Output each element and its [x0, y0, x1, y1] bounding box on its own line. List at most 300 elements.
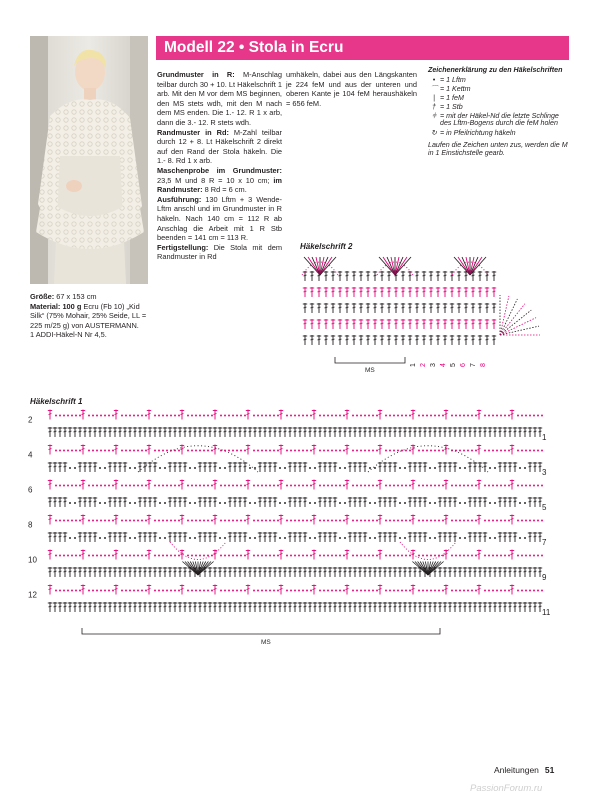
- stitch-lftm: [121, 415, 123, 417]
- stitch-lftm: [438, 450, 440, 452]
- stitch-lftm: [141, 485, 143, 487]
- stitch-stb: [213, 567, 217, 577]
- stitch-stb: [387, 335, 391, 345]
- stitch-lftm: [99, 537, 101, 539]
- stitch-stb: [83, 602, 87, 612]
- stitch-lftm: [121, 555, 123, 557]
- stitch-lftm: [455, 555, 457, 557]
- stitch-lftm: [178, 450, 180, 452]
- stitch-stb: [438, 462, 442, 472]
- row-number-left: 12: [28, 590, 37, 600]
- stitch-stb: [352, 271, 356, 281]
- stitch-lftm: [88, 450, 90, 452]
- stitch-lftm: [434, 590, 436, 592]
- stitch-lftm: [145, 520, 147, 522]
- stitch-lftm: [254, 502, 256, 504]
- stitch-lftm: [492, 450, 494, 452]
- stitch-lftm: [364, 555, 366, 557]
- stitch-lftm: [92, 520, 94, 522]
- stitch-lftm: [145, 450, 147, 452]
- stitch-lftm: [438, 415, 440, 417]
- stitch-stb: [358, 462, 362, 472]
- legend-symbol-icon: |: [433, 93, 435, 102]
- stitch-stb: [393, 567, 397, 577]
- stitch-lftm: [96, 450, 98, 452]
- stitch-lftm: [335, 485, 337, 487]
- stitch-stb: [81, 410, 85, 420]
- stitch-lftm: [327, 450, 329, 452]
- stitch-lftm: [67, 415, 69, 417]
- stitch-stb: [338, 271, 342, 281]
- stitch-stb: [303, 319, 307, 329]
- stitch-stb: [318, 602, 322, 612]
- stitch-stb: [198, 602, 202, 612]
- stitch-lftm: [286, 520, 288, 522]
- stitch-stb: [510, 480, 514, 490]
- row-number-right: 7: [542, 538, 547, 547]
- stitch-stb: [238, 462, 242, 472]
- stitch-stb: [401, 287, 405, 297]
- stitch-lftm: [310, 415, 312, 417]
- stitch-stb: [268, 602, 272, 612]
- stitch-stb: [453, 427, 457, 437]
- stitch-stb: [178, 462, 182, 472]
- stitch-lftm: [141, 415, 143, 417]
- stitch-lftm: [401, 415, 403, 417]
- ms-label: MS: [261, 639, 271, 646]
- stitch-lftm: [92, 450, 94, 452]
- stitch-lftm: [533, 520, 535, 522]
- stitch-stb: [53, 567, 57, 577]
- stitch-stb: [48, 427, 52, 437]
- stitch-stb: [423, 462, 427, 472]
- stitch-stb: [331, 271, 335, 281]
- stitch-lftm: [397, 520, 399, 522]
- stitch-lftm: [253, 520, 255, 522]
- stitch-stb: [323, 532, 327, 542]
- stitch-lftm: [525, 520, 527, 522]
- stitch-stb: [338, 319, 342, 329]
- stitch-stb: [233, 602, 237, 612]
- stitch-lftm: [399, 537, 401, 539]
- stitch-stb: [528, 427, 532, 437]
- stitch-stb: [348, 497, 352, 507]
- stitch-lftm: [269, 590, 271, 592]
- stitch-lftm: [290, 520, 292, 522]
- stitch-stb: [510, 550, 514, 560]
- stitch-lftm: [541, 590, 543, 592]
- stitch-lftm: [494, 537, 496, 539]
- stitch-lftm: [298, 415, 300, 417]
- stitch-lftm: [356, 450, 358, 452]
- stitch-lftm: [418, 450, 420, 452]
- stitch-lftm: [129, 467, 131, 469]
- stitch-stb: [158, 427, 162, 437]
- stitch-lftm: [63, 485, 65, 487]
- legend-symbol-icon: ↻: [431, 128, 437, 137]
- stitch-stb: [323, 567, 327, 577]
- page-title: Modell 22 • Stola in Ecru: [156, 36, 569, 60]
- stitch-lftm: [187, 520, 189, 522]
- stitch-lftm: [224, 502, 226, 504]
- stitch-lftm: [451, 555, 453, 557]
- stitch-stb: [81, 585, 85, 595]
- stitch-lftm: [463, 415, 465, 417]
- stitch-stb: [318, 462, 322, 472]
- stitch-lftm: [475, 590, 477, 592]
- stitch-stb: [373, 427, 377, 437]
- stitch-stb: [298, 497, 302, 507]
- stitch-stb: [450, 287, 454, 297]
- stitch-lftm: [492, 485, 494, 487]
- stitch-lftm: [261, 450, 263, 452]
- stitch-stb: [345, 445, 349, 455]
- stitch-lftm: [451, 415, 453, 417]
- stitch-stb: [83, 532, 87, 542]
- stitch-lftm: [129, 537, 131, 539]
- stitch-lftm: [364, 415, 366, 417]
- stitch-lftm: [484, 485, 486, 487]
- stitch-lftm: [240, 590, 242, 592]
- stitch-lftm: [59, 520, 61, 522]
- stitch-lftm: [434, 520, 436, 522]
- stitch-stb: [503, 567, 507, 577]
- stitch-stb: [93, 497, 97, 507]
- stitch-stb: [393, 532, 397, 542]
- stitch-stb: [345, 335, 349, 345]
- stitch-stb: [422, 303, 426, 313]
- stitch-lftm: [524, 537, 526, 539]
- stitch-lftm: [166, 415, 168, 417]
- stitch-stb: [513, 567, 517, 577]
- spec-value: Ecru (Fb 10) „Kid Silk“ (75% Mohair, 25% Seide, LL = 225 m/25 g) von AUSTERMANN.: [30, 301, 147, 330]
- stitch-lftm: [257, 485, 259, 487]
- stitch-lftm: [434, 555, 436, 557]
- stitch-lftm: [541, 450, 543, 452]
- stitch-lftm: [508, 555, 510, 557]
- stitch-stb: [108, 462, 112, 472]
- stitch-lftm: [55, 485, 57, 487]
- stitch-lftm: [112, 450, 114, 452]
- stitch-stb: [485, 271, 489, 281]
- stitch-lftm: [426, 485, 428, 487]
- stitch-stb: [464, 303, 468, 313]
- stitch-stb: [438, 497, 442, 507]
- stitch-stb: [463, 427, 467, 437]
- stitch-stb: [138, 532, 142, 542]
- model-photo: [30, 36, 148, 284]
- stitch-lftm: [385, 415, 387, 417]
- stitch-stb: [178, 602, 182, 612]
- stitch-stb: [303, 602, 307, 612]
- stitch-lftm: [159, 537, 161, 539]
- stitch-lftm: [508, 520, 510, 522]
- stitch-lftm: [302, 485, 304, 487]
- stitch-lftm: [290, 485, 292, 487]
- stitch-lftm: [154, 555, 156, 557]
- stitch-stb: [303, 497, 307, 507]
- stitch-lftm: [430, 590, 432, 592]
- stitch-lftm: [442, 590, 444, 592]
- stitch-lftm: [471, 485, 473, 487]
- stitch-lftm: [194, 467, 196, 469]
- stitch-lftm: [451, 590, 453, 592]
- stitch-lftm: [284, 467, 286, 469]
- stitch-lftm: [203, 555, 205, 557]
- stitch-lftm: [224, 555, 226, 557]
- stitch-stb: [183, 497, 187, 507]
- stitch-lftm: [112, 485, 114, 487]
- stitch-stb: [380, 303, 384, 313]
- stitch-lftm: [232, 590, 234, 592]
- stitch-lftm: [164, 502, 166, 504]
- stitch-lftm: [306, 415, 308, 417]
- stitch-lftm: [376, 485, 378, 487]
- stitch-lftm: [459, 450, 461, 452]
- stitch-lftm: [467, 415, 469, 417]
- stitch-stb: [503, 602, 507, 612]
- stitch-stb: [366, 335, 370, 345]
- stitch-lftm: [467, 520, 469, 522]
- stitch-stb: [73, 567, 77, 577]
- stitch-lftm: [323, 520, 325, 522]
- stitch-stb: [81, 445, 85, 455]
- stitch-lftm: [187, 485, 189, 487]
- stitch-lftm: [166, 555, 168, 557]
- stitch-stb: [498, 497, 502, 507]
- stitch-stb: [138, 602, 142, 612]
- stitch-lftm: [372, 590, 374, 592]
- stitch-lftm: [467, 590, 469, 592]
- stitch-stb: [478, 532, 482, 542]
- stitch-lftm: [220, 555, 222, 557]
- stitch-stb: [343, 427, 347, 437]
- stitch-lftm: [253, 450, 255, 452]
- stitch-lftm: [492, 415, 494, 417]
- stitch-stb: [263, 602, 267, 612]
- stitch-stb: [178, 532, 182, 542]
- stitch-lftm: [475, 450, 477, 452]
- stitch-stb: [228, 567, 232, 577]
- stitch-stb: [323, 462, 327, 472]
- stitch-lftm: [464, 502, 466, 504]
- stitch-lftm: [494, 467, 496, 469]
- stitch-lftm: [537, 590, 539, 592]
- stitch-stb: [258, 532, 262, 542]
- stitch-stb: [331, 287, 335, 297]
- stitch-stb: [168, 462, 172, 472]
- stitch-stb: [153, 532, 157, 542]
- stitch-stb: [153, 602, 157, 612]
- stitch-stb: [463, 567, 467, 577]
- stitch-stb: [408, 497, 412, 507]
- stitch-stb: [48, 410, 52, 420]
- stitch-stb: [248, 567, 252, 577]
- stitch-stb: [528, 462, 532, 472]
- stitch-lftm: [533, 450, 535, 452]
- stitch-lftm: [159, 467, 161, 469]
- stitch-stb: [493, 567, 497, 577]
- stitch-stb: [268, 567, 272, 577]
- stitch-stb: [173, 532, 177, 542]
- stitch-lftm: [286, 485, 288, 487]
- stitch-lftm: [203, 590, 205, 592]
- stitch-stb: [478, 462, 482, 472]
- stitch-lftm: [352, 450, 354, 452]
- stitch-lftm: [79, 520, 81, 522]
- stitch-lftm: [67, 555, 69, 557]
- stitch-lftm: [67, 520, 69, 522]
- stitch-lftm: [393, 415, 395, 417]
- stitch-stb: [429, 287, 433, 297]
- stitch-stb: [468, 462, 472, 472]
- stitch-lftm: [471, 520, 473, 522]
- stitch-stb: [298, 602, 302, 612]
- stitch-lftm: [310, 590, 312, 592]
- stitch-stb: [508, 427, 512, 437]
- stitch-stb: [488, 567, 492, 577]
- stitch-lftm: [79, 555, 81, 557]
- stitch-lftm: [79, 485, 81, 487]
- stitch-lftm: [537, 555, 539, 557]
- stitch-stb: [168, 567, 172, 577]
- stitch-lftm: [195, 555, 197, 557]
- stitch-stb: [303, 303, 307, 313]
- stitch-stb: [368, 427, 372, 437]
- stitch-lftm: [232, 450, 234, 452]
- stitch-stb: [283, 427, 287, 437]
- stitch-stb: [163, 427, 167, 437]
- stitch-stb: [48, 462, 52, 472]
- stitch-lftm: [71, 555, 73, 557]
- stitch-lftm: [273, 415, 275, 417]
- stitch-stb: [63, 497, 67, 507]
- stitch-stb: [448, 532, 452, 542]
- legend-label: = 1 feM: [440, 93, 464, 102]
- stitch-stb: [436, 303, 440, 313]
- stitch-stb: [123, 532, 127, 542]
- stitch-lftm: [79, 590, 81, 592]
- stitch-stb: [293, 462, 297, 472]
- stitch-lftm: [290, 555, 292, 557]
- stitch-lftm: [125, 520, 127, 522]
- stitch-lftm: [489, 502, 491, 504]
- spec-value: 1 ADDI-Häkel-N Nr 4,5.: [30, 330, 107, 340]
- stitch-lftm: [397, 415, 399, 417]
- stitch-stb: [518, 602, 522, 612]
- stitch-stb: [148, 427, 152, 437]
- stitch-lftm: [96, 415, 98, 417]
- stitch-stb: [457, 335, 461, 345]
- stitch-lftm: [71, 450, 73, 452]
- stitch-stb: [477, 480, 481, 490]
- stitch-lftm: [327, 590, 329, 592]
- legend-item: [428, 130, 570, 138]
- chain-arc: [170, 542, 226, 560]
- stitch-lftm: [112, 520, 114, 522]
- round-number: 8: [480, 363, 487, 367]
- stitch-stb: [113, 497, 117, 507]
- stitch-lftm: [488, 485, 490, 487]
- stitch-lftm: [279, 502, 281, 504]
- stitch-stb: [303, 567, 307, 577]
- stitch-lftm: [404, 502, 406, 504]
- stitch-lftm: [162, 415, 164, 417]
- stitch-lftm: [129, 502, 131, 504]
- stitch-lftm: [92, 485, 94, 487]
- stitch-lftm: [273, 450, 275, 452]
- stitch-stb: [246, 410, 250, 420]
- stitch-stb: [114, 445, 118, 455]
- stitch-lftm: [339, 520, 341, 522]
- stitch-lftm: [137, 590, 139, 592]
- stitch-stb: [363, 567, 367, 577]
- stitch-stb: [393, 602, 397, 612]
- stitch-lftm: [294, 485, 296, 487]
- stitch-stb: [198, 532, 202, 542]
- stitch-stb: [153, 497, 157, 507]
- stitch-lftm: [75, 415, 77, 417]
- instructions-paragraph: [157, 195, 282, 243]
- stitch-lftm: [170, 520, 172, 522]
- stitch-lftm: [121, 450, 123, 452]
- page-footer: [494, 765, 554, 775]
- stitch-lftm: [104, 537, 106, 539]
- stitch-lftm: [203, 415, 205, 417]
- stitch-lftm: [517, 590, 519, 592]
- stitch-lftm: [521, 415, 523, 417]
- stitch-stb: [359, 271, 363, 281]
- stitch-stb: [188, 602, 192, 612]
- stitch-lftm: [199, 520, 201, 522]
- stitch-lftm: [405, 555, 407, 557]
- stitch-stb: [118, 497, 122, 507]
- stitch-lftm: [75, 450, 77, 452]
- stitch-stb: [113, 532, 117, 542]
- stitch-lftm: [269, 520, 271, 522]
- stitch-stb: [88, 532, 92, 542]
- stitch-stb: [378, 567, 382, 577]
- stitch-stb: [143, 532, 147, 542]
- stitch-stb: [208, 532, 212, 542]
- stitch-stb: [403, 567, 407, 577]
- stitch-stb: [81, 515, 85, 525]
- stitch-lftm: [405, 520, 407, 522]
- stitch-lftm: [306, 555, 308, 557]
- stitch-stb: [133, 567, 137, 577]
- stitch-lftm: [409, 555, 411, 557]
- stitch-lftm: [385, 555, 387, 557]
- stitch-stb: [513, 427, 517, 437]
- stitch-lftm: [199, 415, 201, 417]
- stitch-lftm: [389, 520, 391, 522]
- stitch-lftm: [519, 502, 521, 504]
- stitch-stb: [485, 303, 489, 313]
- stitch-lftm: [438, 520, 440, 522]
- stitch-lftm: [309, 502, 311, 504]
- stitch-lftm: [220, 485, 222, 487]
- stitch-stb: [83, 567, 87, 577]
- stitch-lftm: [240, 485, 242, 487]
- stitch-stb: [303, 335, 307, 345]
- stitch-lftm: [385, 590, 387, 592]
- stitch-lftm: [399, 467, 401, 469]
- stitch-stb: [83, 497, 87, 507]
- stitch-stb: [492, 335, 496, 345]
- stitch-lftm: [537, 415, 539, 417]
- stitch-stb: [73, 602, 77, 612]
- stitch-lftm: [418, 590, 420, 592]
